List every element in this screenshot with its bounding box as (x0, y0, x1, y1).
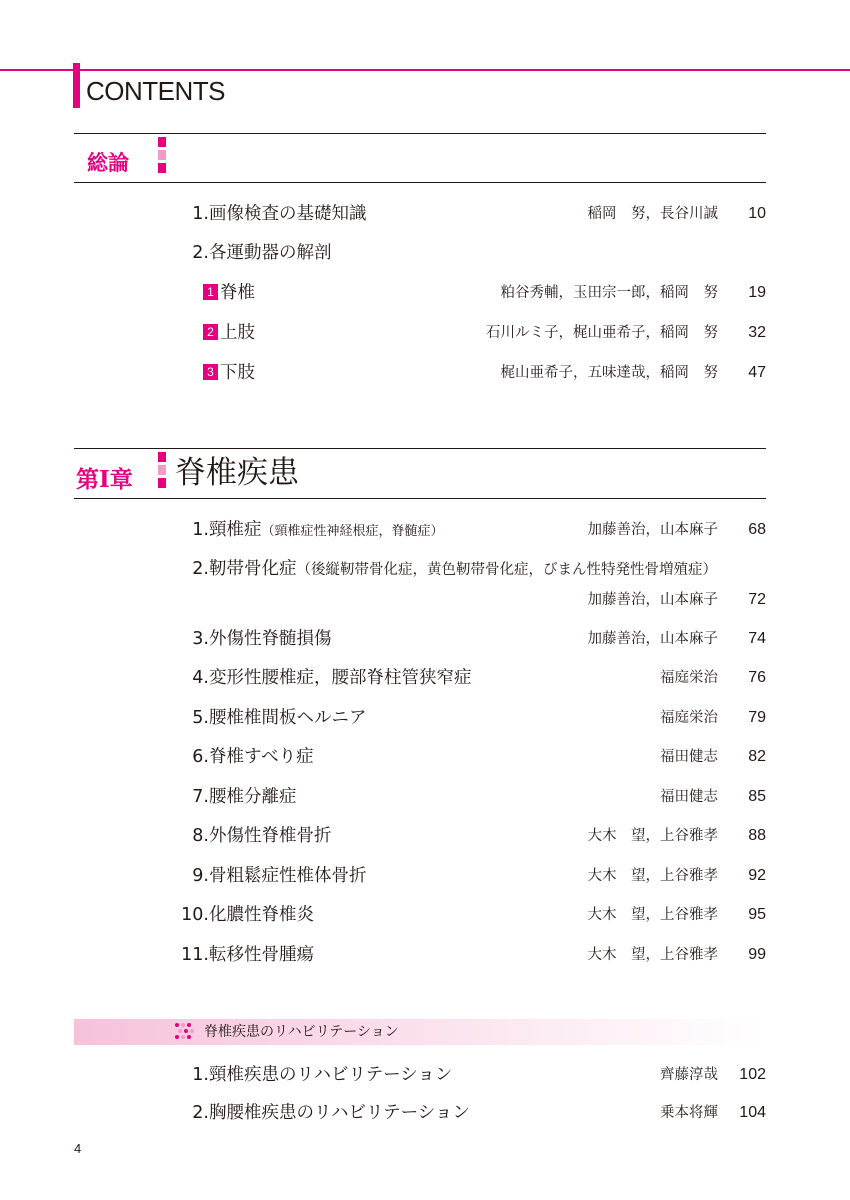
contents-accent-bar (73, 63, 80, 108)
entry-title: 外傷性脊髄損傷 (209, 629, 332, 649)
toc-entry[interactable] (74, 823, 766, 849)
toc-entry[interactable] (74, 626, 766, 652)
rehab-title: 脊椎疾患のリハビリテーション (204, 1024, 399, 1040)
entry-title: 脊椎すべり症 (209, 747, 314, 767)
number-badge: 1 (203, 284, 218, 300)
entry-author: 大木 望，上谷雅孝 (587, 828, 718, 844)
entry-author: 福庭栄治 (660, 670, 718, 686)
entry-author: 福田健志 (660, 749, 718, 765)
entry-title: 靭帯骨化症 (209, 559, 297, 579)
entry-title: 画像検査の基礎知識 (209, 204, 367, 224)
entry-page: 99 (748, 946, 766, 963)
chapter-rule-top (74, 448, 766, 449)
entry-title: 腰椎分離症 (209, 787, 297, 807)
subentry-title-wrap (203, 360, 255, 386)
toc-subentry[interactable] (74, 320, 766, 346)
entry-number: 1. (192, 520, 209, 540)
entry-title: 腰椎椎間板ヘルニア (209, 708, 367, 728)
entry-number: 4. (192, 668, 209, 688)
entry-author: 梶山亜希子，五味達哉，稲岡 努 (500, 365, 718, 381)
entry-number: 5. (192, 708, 209, 728)
page-number: 4 (74, 1141, 82, 1156)
entry-title: 骨粗鬆症性椎体骨折 (209, 866, 367, 886)
toc-entry[interactable] (74, 902, 766, 928)
entry-title: 変形性腰椎症，腰部脊柱管狭窄症 (209, 668, 472, 688)
entry-title: 転移性骨腫瘍 (209, 945, 314, 965)
entry-page: 85 (748, 788, 766, 805)
chapter-rule-bottom (74, 498, 766, 499)
entry-title: 外傷性脊椎骨折 (209, 826, 332, 846)
toc-entry[interactable] (74, 240, 766, 266)
section-label-overview: 総論 (87, 151, 129, 175)
entry-page: 68 (748, 521, 766, 538)
entry-author: 加藤善治，山本麻子 (587, 592, 718, 608)
entry-number: 2. (192, 559, 209, 579)
entry-page: 19 (748, 284, 766, 301)
entry-number: 9. (192, 866, 209, 886)
entry-author: 粕谷秀輔，玉田宗一郎，稲岡 努 (500, 285, 718, 301)
entry-page: 95 (748, 906, 766, 923)
entry-author: 齊藤淳哉 (660, 1067, 718, 1083)
entry-page: 72 (748, 591, 766, 608)
entry-number: 2. (192, 1103, 209, 1123)
entry-page: 76 (748, 669, 766, 686)
entry-author: 加藤善治，山本麻子 (587, 631, 718, 647)
entry-number: 1. (192, 1065, 209, 1085)
subentry-title-wrap (203, 320, 255, 346)
entry-page: 74 (748, 630, 766, 647)
section-marker (158, 137, 166, 176)
toc-entry[interactable] (74, 705, 766, 731)
entry-title: 頸椎疾患のリハビリテーション (209, 1065, 453, 1085)
entry-page: 82 (748, 748, 766, 765)
toc-entry[interactable] (74, 1100, 766, 1126)
toc-entry-continued[interactable] (74, 587, 766, 613)
top-accent-rule (0, 69, 850, 71)
dots-ornament-icon (175, 1023, 195, 1041)
chapter-marker (158, 452, 166, 491)
entry-title: 各運動器の解剖 (209, 243, 332, 263)
entry-author: 稲岡 努，長谷川誠 (587, 206, 718, 222)
entry-page: 88 (748, 827, 766, 844)
entry-page: 79 (748, 709, 766, 726)
page-title: CONTENTS (86, 76, 225, 106)
entry-title: 胸腰椎疾患のリハビリテーション (209, 1103, 470, 1123)
entry-number: 1. (192, 204, 209, 224)
toc-entry[interactable] (74, 665, 766, 691)
entry-author: 大木 望，上谷雅孝 (587, 947, 718, 963)
entry-page: 102 (739, 1066, 766, 1083)
number-badge: 2 (203, 324, 218, 340)
entry-subtitle: （頸椎症性神経根症，脊髄症） (261, 524, 444, 539)
toc-entry[interactable] (74, 201, 766, 227)
subentry-title: 脊椎 (220, 283, 255, 303)
toc-entry[interactable] (74, 784, 766, 810)
toc-subentry[interactable] (74, 280, 766, 306)
entry-author: 加藤善治，山本麻子 (587, 522, 718, 538)
subentry-title: 下肢 (220, 363, 255, 383)
toc-entry[interactable] (74, 863, 766, 889)
chapter-title: 脊椎疾患 (175, 455, 299, 491)
entry-page: 47 (748, 364, 766, 381)
entry-page: 32 (748, 324, 766, 341)
toc-entry[interactable] (74, 556, 766, 582)
entry-title-wrap (209, 517, 444, 545)
entry-number: 10. (181, 905, 209, 925)
entry-number: 8. (192, 826, 209, 846)
section-rule-top (74, 133, 766, 134)
toc-entry[interactable] (74, 517, 766, 543)
entry-author: 福田健志 (660, 789, 718, 805)
entry-author: 乗本将輝 (660, 1105, 718, 1121)
entry-number: 7. (192, 787, 209, 807)
section-rule-bottom (74, 182, 766, 183)
entry-page: 10 (748, 205, 766, 222)
entry-author: 大木 望，上谷雅孝 (587, 868, 718, 884)
entry-title-wrap (209, 556, 717, 583)
entry-author: 大木 望，上谷雅孝 (587, 907, 718, 923)
entry-number: 11. (181, 945, 209, 965)
entry-number: 2. (192, 243, 209, 263)
entry-page: 104 (739, 1104, 766, 1121)
entry-number: 6. (192, 747, 209, 767)
subentry-title-wrap (203, 280, 255, 306)
entry-title: 化膿性脊椎炎 (209, 905, 314, 925)
number-badge: 3 (203, 364, 218, 380)
rehab-banner (74, 1019, 766, 1045)
toc-entry[interactable] (74, 1062, 766, 1088)
subentry-title: 上肢 (220, 323, 255, 343)
entry-author: 福庭栄治 (660, 710, 718, 726)
entry-number: 3. (192, 629, 209, 649)
toc-entry[interactable] (74, 744, 766, 770)
entry-subtitle: （後縦靭帯骨化症，黄色靭帯骨化症，びまん性特発性骨増殖症） (296, 562, 717, 578)
toc-entry[interactable] (74, 942, 766, 968)
entry-title: 頸椎症 (209, 520, 262, 540)
entry-page: 92 (748, 867, 766, 884)
chapter-label: 第Ⅰ章 (76, 466, 133, 493)
entry-author: 石川ルミ子，梶山亜希子，稲岡 努 (486, 325, 718, 341)
toc-subentry[interactable] (74, 360, 766, 386)
